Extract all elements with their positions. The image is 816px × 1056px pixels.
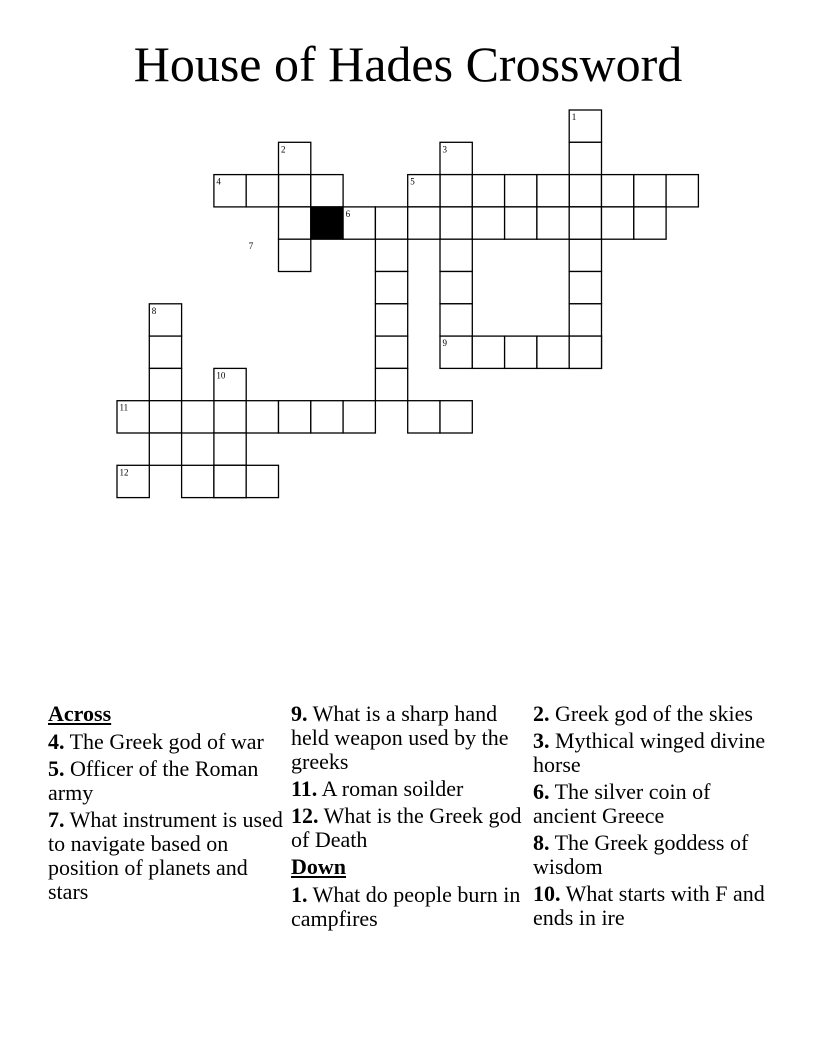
clue-across-11 (291, 777, 527, 801)
grid-cell[interactable] (569, 336, 601, 368)
clue-across-4 (48, 730, 284, 754)
clue-text: What is a sharp hand held weapon used by the greeks (291, 701, 509, 774)
clue-number: 5. (48, 756, 65, 781)
grid-cell[interactable] (279, 401, 311, 433)
clue-down-2 (533, 702, 769, 726)
grid-cell[interactable] (311, 175, 343, 207)
clue-number-label: 11 (119, 402, 129, 413)
grid-cell[interactable] (569, 207, 601, 239)
grid-cell[interactable] (472, 207, 504, 239)
grid-cell[interactable] (375, 239, 407, 271)
grid-cell[interactable] (375, 368, 407, 400)
clue-number: 2. (533, 701, 550, 726)
grid-cell[interactable] (214, 401, 246, 433)
grid-cell[interactable] (569, 175, 601, 207)
grid-cell[interactable] (375, 304, 407, 336)
grid-cell[interactable] (214, 465, 246, 497)
grid-cell[interactable] (666, 175, 698, 207)
grid-cell[interactable] (537, 336, 569, 368)
clue-number-label: 10 (216, 370, 226, 381)
grid-cell[interactable] (408, 207, 440, 239)
grid-cell[interactable] (472, 336, 504, 368)
grid-block (311, 207, 343, 239)
clue-number: 3. (533, 728, 550, 753)
grid-cell[interactable] (246, 175, 278, 207)
grid-cell[interactable] (408, 401, 440, 433)
grid-cell[interactable] (149, 368, 181, 400)
clue-text: A roman soilder (321, 776, 464, 801)
clue-text: The silver coin of ancient Greece (533, 779, 711, 828)
clue-down-1 (291, 883, 527, 931)
grid-cell[interactable] (505, 207, 537, 239)
clue-number-label: 12 (119, 467, 129, 478)
grid-cell[interactable] (634, 175, 666, 207)
clue-text: Officer of the Roman army (48, 756, 259, 805)
grid-cell[interactable] (279, 207, 311, 239)
clue-down-3 (533, 729, 769, 777)
clue-number: 12. (291, 803, 319, 828)
grid-cell[interactable] (440, 272, 472, 304)
clue-number-label: 5 (410, 176, 415, 187)
clue-down-6 (533, 780, 769, 828)
clue-number-label: 1 (571, 112, 577, 122)
page-title: House of Hades Crossword (133, 36, 683, 92)
clue-number-label: 4 (216, 176, 221, 187)
grid-cell[interactable] (279, 239, 311, 271)
clue-text: What instrument is used to navigate based on position of planets and stars (48, 807, 283, 904)
clue-text: The Greek god of war (69, 729, 264, 754)
clue-across-5 (48, 757, 284, 805)
clue-number-label: 3 (442, 144, 447, 155)
clue-down-10 (533, 882, 769, 930)
grid-cell[interactable] (569, 239, 601, 271)
grid-cell[interactable] (569, 272, 601, 304)
grid-cell[interactable] (634, 207, 666, 239)
clue-number: 11. (291, 776, 318, 801)
clue-text: Mythical winged divine horse (533, 728, 766, 777)
grid-cell[interactable] (149, 401, 181, 433)
clue-number: 7. (48, 807, 65, 832)
grid-cell[interactable] (472, 175, 504, 207)
clue-number: 9. (291, 701, 308, 726)
clue-number-label: 2 (281, 144, 286, 155)
grid-cell[interactable] (375, 336, 407, 368)
grid-cell[interactable] (505, 175, 537, 207)
clue-number-label: 7 (248, 241, 254, 252)
grid-cell[interactable] (602, 175, 634, 207)
grid-cell[interactable] (440, 239, 472, 271)
clue-text: What do people burn in campfires (291, 882, 521, 931)
grid-cell[interactable] (149, 336, 181, 368)
grid-cell[interactable] (375, 207, 407, 239)
across-heading: Across (48, 701, 112, 726)
clue-down-8 (533, 831, 769, 879)
grid-cell[interactable] (182, 465, 214, 497)
grid-cell[interactable] (279, 175, 311, 207)
grid-cell[interactable] (440, 175, 472, 207)
grid-cell[interactable] (246, 465, 278, 497)
grid-cell[interactable] (602, 207, 634, 239)
clue-text: What is the Greek god of Death (291, 803, 522, 852)
grid-cell[interactable] (569, 304, 601, 336)
clue-column-1 (48, 702, 284, 907)
clue-column-3 (533, 702, 769, 933)
down-heading: Down (291, 854, 347, 879)
crossword-grid (0, 0, 816, 520)
clue-across-7 (48, 808, 284, 904)
grid-cell[interactable] (182, 401, 214, 433)
grid-cell[interactable] (537, 207, 569, 239)
grid-cell[interactable] (440, 207, 472, 239)
clue-number-label: 6 (345, 208, 351, 219)
clue-text: The Greek goddess of wisdom (533, 830, 749, 879)
clue-number: 1. (291, 882, 308, 907)
grid-cell[interactable] (375, 272, 407, 304)
clue-number: 8. (533, 830, 550, 855)
grid-cell[interactable] (440, 401, 472, 433)
clue-across-12 (291, 804, 527, 852)
clue-number-label: 8 (151, 305, 157, 316)
grid-cell[interactable] (149, 433, 181, 465)
grid-cell[interactable] (214, 433, 246, 465)
clue-text: Greek god of the skies (555, 701, 753, 726)
clue-number: 10. (533, 881, 561, 906)
clue-number: 4. (48, 729, 65, 754)
clue-column-2 (291, 702, 527, 934)
grid-cell[interactable] (311, 401, 343, 433)
grid-cell[interactable] (537, 175, 569, 207)
clue-number: 6. (533, 779, 550, 804)
grid-cell[interactable] (569, 142, 601, 174)
clue-text: What starts with F and ends in ire (533, 881, 765, 930)
grid-cell[interactable] (505, 336, 537, 368)
clue-number-label: 9 (442, 338, 447, 349)
clue-across-9 (291, 702, 527, 774)
grid-cell[interactable] (343, 401, 375, 433)
grid-cell[interactable] (440, 304, 472, 336)
grid-cell[interactable] (246, 401, 278, 433)
